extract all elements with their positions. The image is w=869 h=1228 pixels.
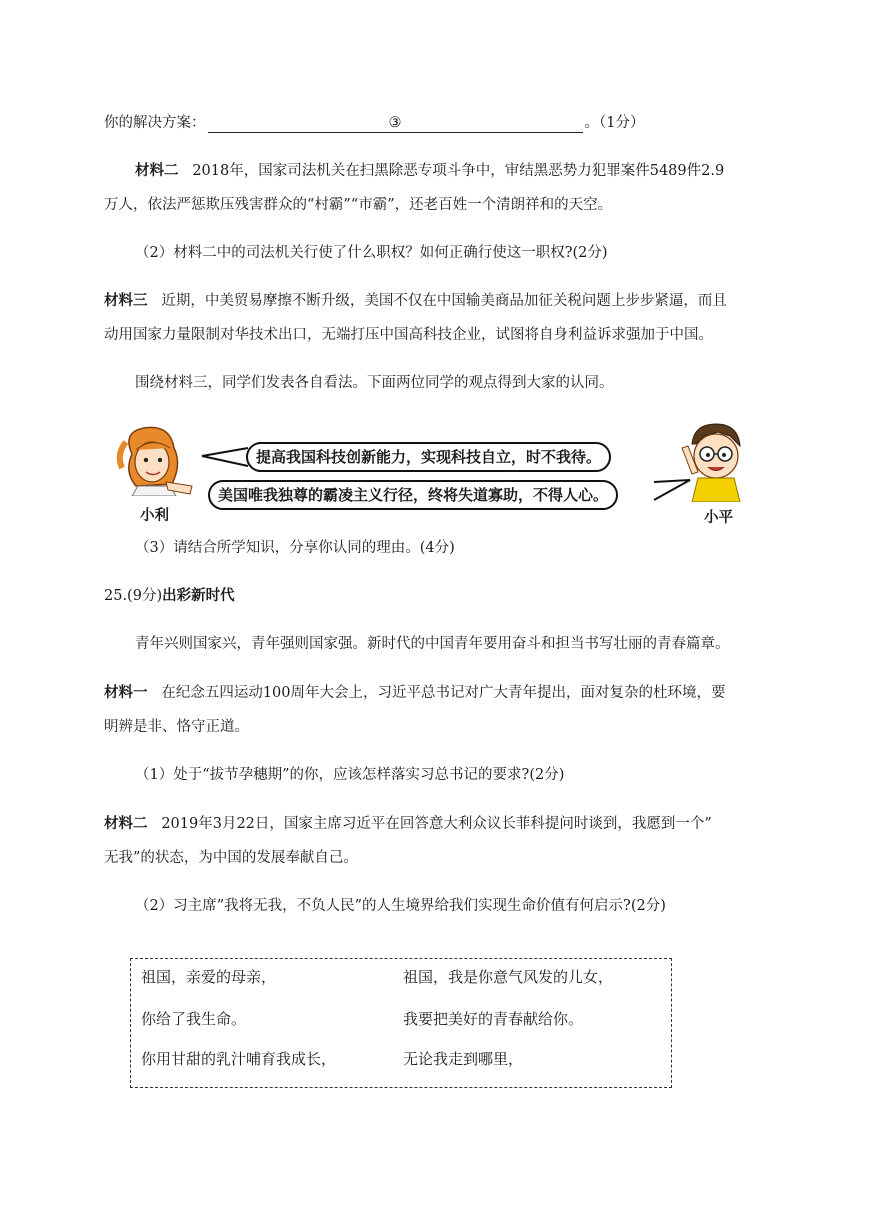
question-25-2: （2）习主席”我将无我，不负人民”的人生境界给我们实现生命价值有何启示?(2分) xyxy=(135,898,666,914)
poem-left-line-3: 你用甘甜的乳汁哺育我成长， xyxy=(141,1050,337,1068)
girl-figure-icon xyxy=(112,424,202,496)
poem-right-line-3: 无论我走到哪里， xyxy=(403,1050,524,1068)
m25-1-line2: 明辨是非、恪守正道。 xyxy=(104,719,249,735)
solution-score: 。（1分） xyxy=(584,115,645,131)
poem-box xyxy=(130,958,672,1088)
m25-2-label: 材料二 xyxy=(104,815,148,832)
m25-1-label: 材料一 xyxy=(104,684,148,701)
material3-text1: 近期，中美贸易摩擦不断升级，美国不仅在中国输美商品加征关税问题上步步紧逼，而且 xyxy=(161,293,727,309)
m25-2-text1: 2019年3月22日，国家主席习近平在回答意大利众议长菲科提问时谈到，我愿到一个” xyxy=(161,816,712,832)
question-25-title: 出彩新时代 xyxy=(162,587,235,604)
solution-blank[interactable] xyxy=(208,114,583,133)
material3-label: 材料三 xyxy=(104,292,148,309)
question-2: （2）材料二中的司法机关行使了什么职权？如何正确行使这一职权?(2分) xyxy=(135,245,608,261)
boy-figure-icon xyxy=(678,420,752,502)
question-25-number: 25.(9分) xyxy=(104,588,163,604)
solution-label: 你的解决方案： xyxy=(104,115,206,131)
material3-intro: 围绕材料三，同学们发表各自看法。下面两位同学的观点得到大家的认同。 xyxy=(135,375,614,391)
material3-line1 xyxy=(104,291,727,311)
material2-text1: 2018年，国家司法机关在扫黑除恶专项斗争中，审结黑恶势力犯罪案件5489件2.9 xyxy=(192,163,725,179)
speech-bubble-1: 提高我国科技创新能力，实现科技自立，时不我待。 xyxy=(246,442,611,472)
poem-right-line-1: 祖国，我是你意气风发的儿女， xyxy=(403,968,614,986)
poem-right-line-2: 我要把美好的青春献给你。 xyxy=(403,1010,584,1028)
blank-marker: ③ xyxy=(388,115,402,131)
poem-left-line-1: 祖国，亲爱的母亲， xyxy=(141,968,277,986)
question-25-heading xyxy=(104,586,235,606)
solution-line xyxy=(104,113,644,133)
m25-1-line1 xyxy=(104,683,726,703)
m25-2-line1 xyxy=(104,814,712,834)
question-25-1: （1）处于“拔节孕穗期”的你，应该怎样落实习总书记的要求?(2分) xyxy=(135,767,565,783)
question-25-intro: 青年兴则国家兴，青年强则国家强。新时代的中国青年要用奋斗和担当书写壮丽的青春篇章。 xyxy=(135,636,730,652)
material2-label: 材料二 xyxy=(135,162,179,179)
left-student-name: 小利 xyxy=(140,508,169,524)
right-student-name: 小平 xyxy=(704,510,733,526)
bubble-tail-left xyxy=(200,444,250,470)
speech-bubble-2: 美国唯我独尊的霸凌主义行径，终将失道寡助，不得人心。 xyxy=(208,480,618,510)
cartoon-illustration xyxy=(104,420,754,528)
poem-left-line-2: 你给了我生命。 xyxy=(141,1010,247,1028)
material2-line1 xyxy=(135,161,724,181)
question-3: （3）请结合所学知识，分享你认同的理由。(4分) xyxy=(135,540,455,556)
m25-1-text1: 在纪念五四运动100周年大会上，习近平总书记对广大青年提出，面对复杂的杜环境，要 xyxy=(161,685,726,701)
material2-line2: 万人，依法严惩欺压残害群众的“村霸”“市霸”，还老百姓一个清朗祥和的天空。 xyxy=(104,197,613,213)
material3-line2: 动用国家力量限制对华技术出口，无端打压中国高科技企业，试图将自身利益诉求强加于中国。 xyxy=(104,327,713,343)
m25-2-line2: 无我”的状态，为中国的发展奉献自己。 xyxy=(104,850,358,866)
